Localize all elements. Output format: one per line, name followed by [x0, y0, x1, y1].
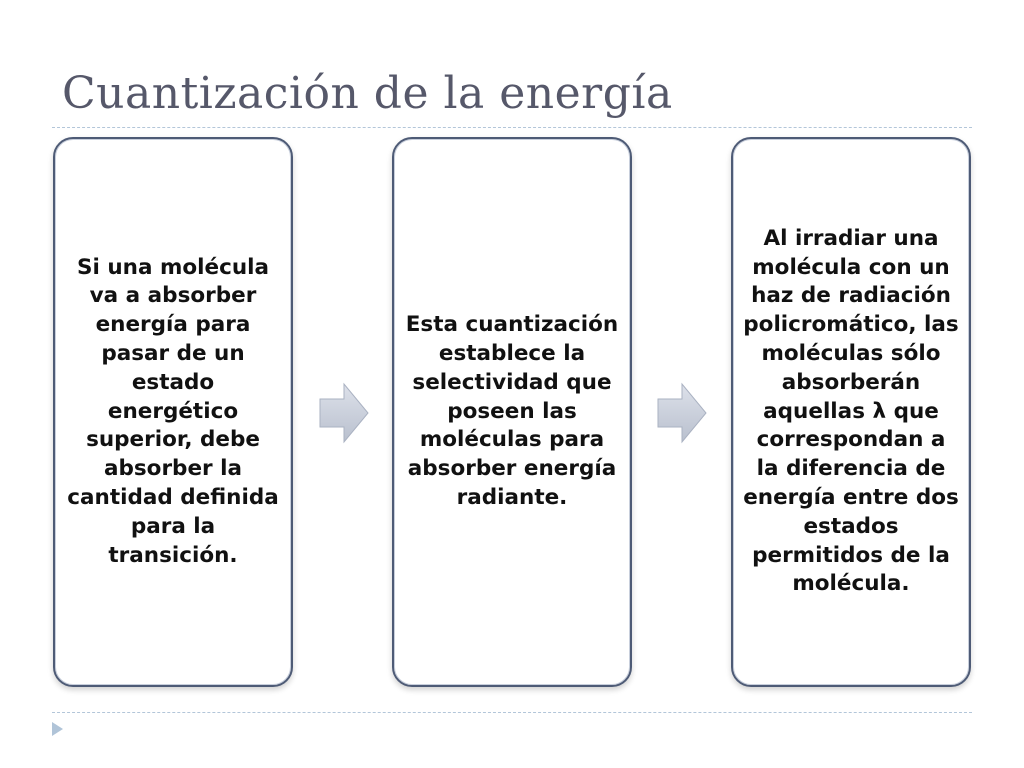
triangle-bullet-icon	[52, 722, 63, 736]
process-step-3	[731, 137, 971, 687]
process-step-2-text: Esta cuantización establece la selectividad que poseen las moléculas para absorber energía radiante.	[405, 312, 619, 510]
process-step-1-text: Si una molécula va a absorber energía para pasar de un estado energético superior, debe absorber la cantidad definida para la transición.	[67, 254, 279, 568]
process-step-1	[53, 137, 293, 687]
process-step-3-text: Al irradiar una molécula con un haz de radiación policromático, las moléculas sólo absorberán aquellas λ que correspondan a la diferencia de energía entre dos estados permitidos de la molécula.	[743, 225, 959, 597]
bottom-divider	[52, 712, 972, 713]
right-arrow-icon	[318, 382, 370, 444]
process-step-2	[392, 137, 632, 687]
slide-title: Cuantización de la energía	[62, 68, 673, 119]
top-divider	[52, 127, 972, 128]
right-arrow-icon	[656, 382, 708, 444]
